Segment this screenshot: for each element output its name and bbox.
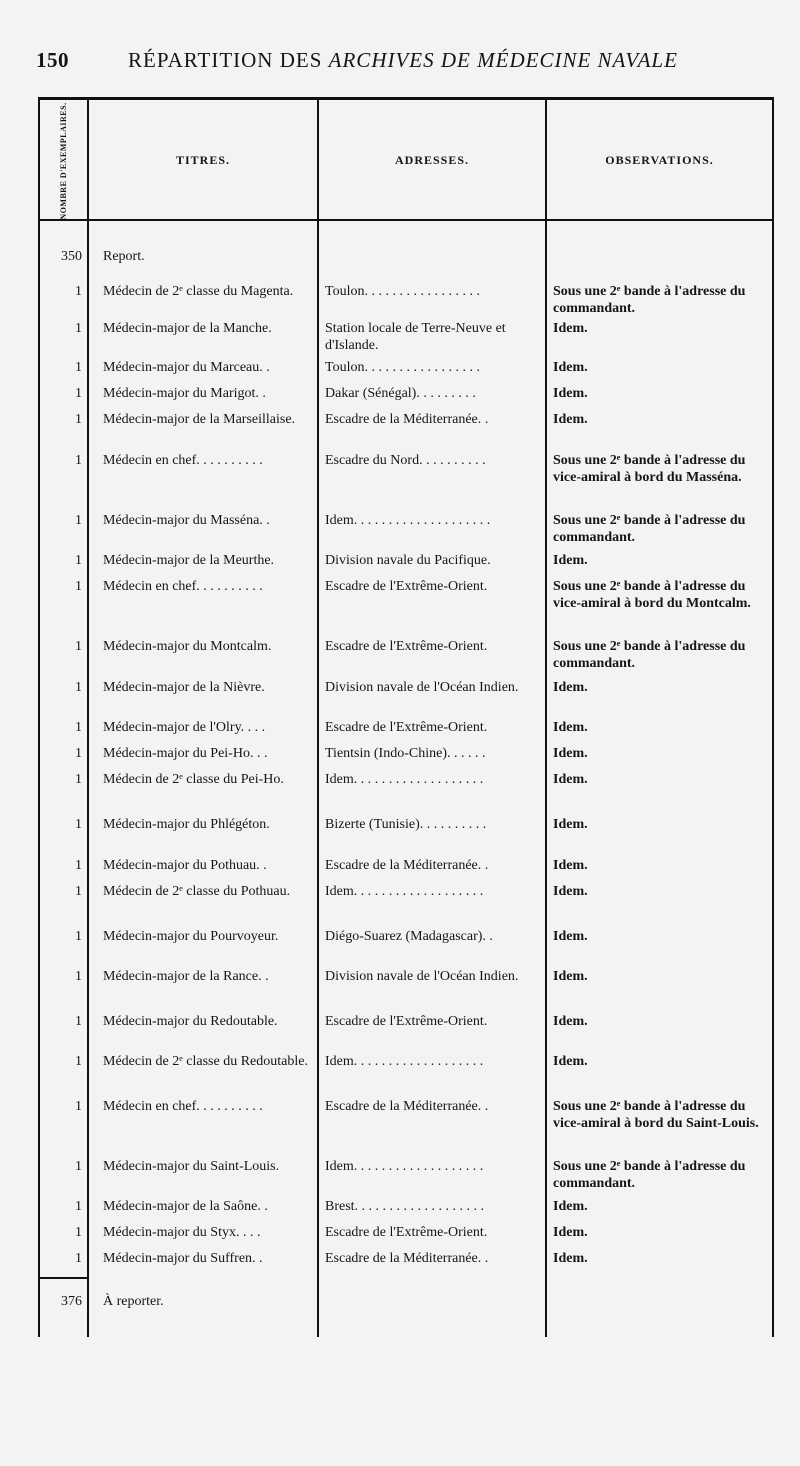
row-title: Médecin de 2ᵉ classe du Redoutable. [103, 1054, 308, 1069]
row-count: 1 [75, 817, 82, 832]
row-address: Dakar (Sénégal). . . . . . . . . [325, 386, 476, 401]
row-address: Escadre de la Méditerranée. . [325, 1251, 489, 1266]
row-count: 1 [75, 386, 82, 401]
row-observation: Idem. [553, 1054, 588, 1069]
row-address: Escadre de l'Extrême-Orient. [325, 579, 488, 594]
row-count: 1 [75, 639, 82, 654]
row-address: Brest. . . . . . . . . . . . . . . . . . . [325, 1199, 485, 1214]
row-observation: Idem. [553, 1225, 588, 1240]
row-count: 1 [75, 929, 82, 944]
row-observation: Idem. [553, 360, 588, 375]
row-count: 1 [75, 1251, 82, 1266]
row-count: 1 [75, 1199, 82, 1214]
row-count: 1 [75, 680, 82, 695]
row-observation: Idem. [553, 1251, 588, 1266]
row-title: Médecin-major de la Saône. . [103, 1199, 268, 1214]
row-address: Toulon. . . . . . . . . . . . . . . . . [325, 360, 480, 375]
row-observation: Idem. [553, 969, 588, 984]
row-observation: Idem. [553, 321, 588, 336]
row-title: Médecin-major de l'Olry. . . . [103, 720, 266, 735]
row-title: Médecin-major de la Marseillaise. [103, 412, 296, 427]
column-rule [772, 97, 774, 1337]
carry-count: 376 [61, 1294, 82, 1309]
row-address: Escadre de l'Extrême-Orient. [325, 639, 488, 654]
row-title: Médecin-major du Redoutable. [103, 1014, 278, 1029]
page-number: 150 [36, 48, 69, 72]
page-header [36, 48, 756, 82]
row-title: Médecin-major du Pourvoyeur. [103, 929, 279, 944]
header-rule [319, 219, 545, 221]
row-title: Médecin-major du Marigot. . [103, 386, 266, 401]
row-title: Médecin-major de la Nièvre. [103, 680, 265, 695]
row-title: Médecin-major du Marceau. . [103, 360, 270, 375]
row-count: 1 [75, 772, 82, 787]
row-count: 1 [75, 412, 82, 427]
row-count: 1 [75, 746, 82, 761]
table-top-rule [38, 97, 774, 100]
row-address: Division navale du Pacifique. [325, 553, 491, 568]
column-header-count: NOMBRE D'EXEMPLAIRES. [59, 102, 68, 220]
row-count: 1 [75, 360, 82, 375]
row-observation: Idem. [553, 858, 588, 873]
row-observation: Idem. [553, 746, 588, 761]
row-address: Idem. . . . . . . . . . . . . . . . . . . [325, 1054, 484, 1069]
row-address: Escadre de la Méditerranée. . [325, 858, 489, 873]
row-title: Médecin-major du Phlégéton. [103, 817, 270, 832]
row-address: Toulon. . . . . . . . . . . . . . . . . [325, 284, 480, 299]
running-title [128, 48, 678, 73]
row-count: 1 [75, 579, 82, 594]
row-count: 1 [75, 1054, 82, 1069]
row-count: 1 [75, 1159, 82, 1174]
row-title: Médecin en chef. . . . . . . . . . [103, 453, 263, 468]
row-address: Escadre de l'Extrême-Orient. [325, 720, 488, 735]
row-title: Médecin-major de la Rance. . [103, 969, 269, 984]
row-address: Idem. . . . . . . . . . . . . . . . . . . . [325, 513, 491, 528]
row-count: 1 [75, 1099, 82, 1114]
row-count: 1 [75, 513, 82, 528]
row-observation: Idem. [553, 817, 588, 832]
row-count: 1 [75, 553, 82, 568]
row-count: 1 [75, 321, 82, 336]
column-header-observations: OBSERVATIONS. [605, 153, 714, 167]
row-count: 1 [75, 453, 82, 468]
row-title: Médecin-major du Masséna. . [103, 513, 270, 528]
row-address: Tientsin (Indo-Chine). . . . . . [325, 746, 486, 761]
row-address: Division navale de l'Océan Indien. [325, 969, 519, 984]
row-observation: Sous une 2ᵉ bande à l'adresse du vice-amiral à bord du Saint-Louis. [553, 1099, 759, 1131]
row-address: Escadre du Nord. . . . . . . . . . [325, 453, 486, 468]
row-observation: Idem. [553, 772, 588, 787]
row-observation: Sous une 2ᵉ bande à l'adresse du vice-amiral à bord du Masséna. [553, 453, 746, 485]
row-observation: Sous une 2ᵉ bande à l'adresse du commandant. [553, 1159, 746, 1191]
row-count: 1 [75, 1225, 82, 1240]
report-label: Report. [103, 249, 145, 264]
header-rule [547, 219, 772, 221]
row-observation: Idem. [553, 412, 588, 427]
row-title: Médecin-major du Pei-Ho. . . [103, 746, 268, 761]
row-count: 1 [75, 858, 82, 873]
row-observation: Idem. [553, 929, 588, 944]
row-title: Médecin en chef. . . . . . . . . . [103, 579, 263, 594]
row-title: Médecin-major du Suffren. . [103, 1251, 263, 1266]
row-observation: Idem. [553, 386, 588, 401]
row-address: Idem. . . . . . . . . . . . . . . . . . . [325, 884, 484, 899]
row-address: Division navale de l'Océan Indien. [325, 680, 519, 695]
column-rule [87, 97, 89, 1337]
row-address: Escadre de la Méditerranée. . [325, 412, 489, 427]
row-title: Médecin-major de la Manche. [103, 321, 272, 336]
row-title: Médecin-major du Styx. . . . [103, 1225, 261, 1240]
row-title: Médecin-major du Saint-Louis. [103, 1159, 280, 1174]
total-rule [38, 1277, 87, 1279]
report-count: 350 [61, 249, 82, 264]
row-observation: Idem. [553, 884, 588, 899]
row-address: Bizerte (Tunisie). . . . . . . . . . [325, 817, 487, 832]
column-rule [317, 97, 319, 1337]
row-title: Médecin de 2ᵉ classe du Pothuau. [103, 884, 291, 899]
row-title: Médecin-major de la Meurthe. [103, 553, 275, 568]
row-observation: Idem. [553, 720, 588, 735]
row-count: 1 [75, 1014, 82, 1029]
row-title: Médecin-major du Pothuau. . [103, 858, 267, 873]
running-title-italic: ARCHIVES DE MÉDECINE NAVALE [328, 48, 678, 72]
row-address: Escadre de l'Extrême-Orient. [325, 1225, 488, 1240]
row-observation: Idem. [553, 1199, 588, 1214]
row-count: 1 [75, 884, 82, 899]
row-address: Escadre de l'Extrême-Orient. [325, 1014, 488, 1029]
running-title-plain: RÉPARTITION DES [128, 48, 323, 72]
row-address: Idem. . . . . . . . . . . . . . . . . . . [325, 772, 484, 787]
row-title: Médecin en chef. . . . . . . . . . [103, 1099, 263, 1114]
row-observation: Sous une 2ᵉ bande à l'adresse du commandant. [553, 639, 746, 671]
row-observation: Sous une 2ᵉ bande à l'adresse du commandant. [553, 513, 746, 545]
row-observation: Idem. [553, 680, 588, 695]
carry-label: À reporter. [103, 1294, 164, 1309]
column-rule [545, 97, 547, 1337]
row-title: Médecin-major du Montcalm. [103, 639, 272, 654]
header-rule [89, 219, 317, 221]
row-address: Diégo-Suarez (Madagascar). . [325, 929, 493, 944]
row-title: Médecin de 2ᵉ classe du Magenta. [103, 284, 294, 299]
row-count: 1 [75, 284, 82, 299]
row-title: Médecin de 2ᵉ classe du Pei-Ho. [103, 772, 284, 787]
row-count: 1 [75, 720, 82, 735]
row-address: Escadre de la Méditerranée. . [325, 1099, 489, 1114]
row-count: 1 [75, 969, 82, 984]
row-address: Station locale de Terre-Neuve et d'Islande. [325, 321, 506, 353]
row-address: Idem. . . . . . . . . . . . . . . . . . . [325, 1159, 484, 1174]
row-observation: Sous une 2ᵉ bande à l'adresse du commandant. [553, 284, 746, 316]
row-observation: Idem. [553, 1014, 588, 1029]
column-header-addresses: ADRESSES. [394, 153, 470, 167]
row-observation: Sous une 2ᵉ bande à l'adresse du vice-amiral à bord du Montcalm. [553, 579, 751, 611]
row-observation: Idem. [553, 553, 588, 568]
column-header-titles: TITRES. [175, 153, 231, 167]
